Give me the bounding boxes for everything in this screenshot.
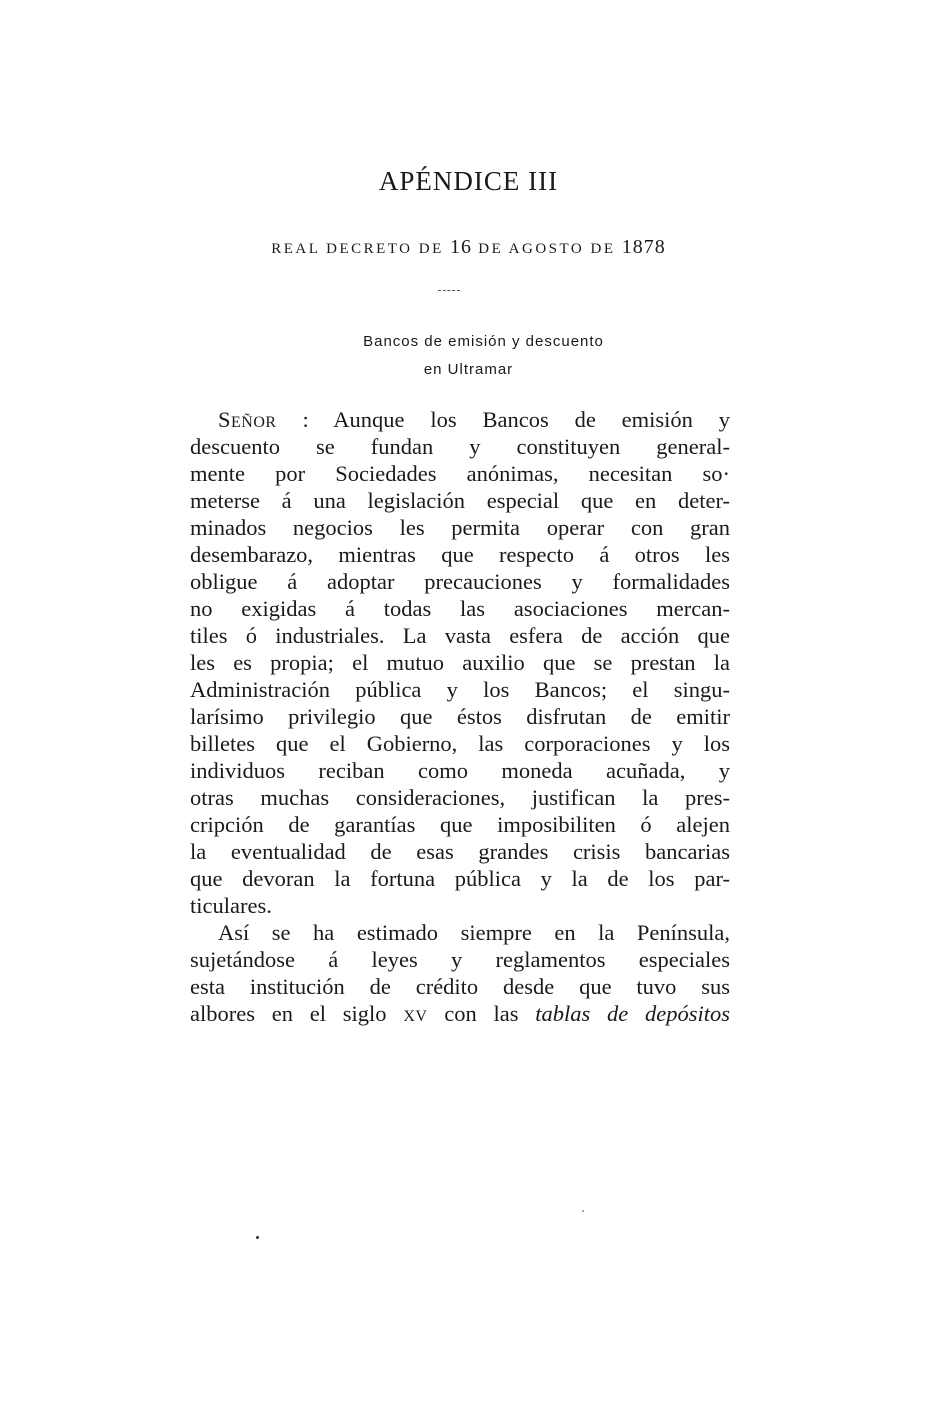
body-line: meterse á una legislación especial que en deter- — [190, 488, 730, 513]
body-line: ticulares. — [190, 893, 272, 918]
body-line — [190, 1000, 730, 1027]
body-line-text: : Aunque los Bancos de emisión y — [302, 407, 730, 432]
subtitle-middle: DE AGOSTO DE — [478, 241, 616, 257]
body-line: cripción de garantías que imposibiliten ó alejen — [190, 812, 730, 837]
heading-line-2: en Ultramar — [423, 361, 514, 378]
heading-line-1: Bancos de emisión y descuento — [363, 333, 604, 350]
body-line: Así se ha estimado siempre en la Península, — [218, 920, 730, 945]
body-text — [190, 406, 730, 1027]
body-line: que devoran la fortuna pública y la de los par- — [190, 866, 730, 891]
print-speck — [256, 1236, 259, 1239]
body-line — [190, 406, 730, 433]
body-line: minados negocios les permita operar con gran — [190, 515, 730, 540]
body-line: mente por Sociedades anónimas, necesitan so· — [190, 461, 730, 486]
italic-phrase: tablas de depósitos — [535, 1001, 731, 1026]
section-heading — [0, 328, 937, 384]
century-numeral: xv — [403, 1001, 428, 1026]
body-line: desembarazo, mientras que respecto á otros les — [190, 542, 730, 567]
body-line: descuento se fundan y constituyen general- — [190, 434, 730, 459]
subtitle-day: 16 — [450, 236, 472, 258]
subtitle-prefix: REAL DECRETO DE — [271, 241, 444, 257]
body-line: les es propia; el mutuo auxilio que se prestan la — [190, 650, 730, 675]
body-line: la eventualidad de esas grandes crisis bancarias — [190, 839, 730, 864]
body-line-text: con las — [444, 1001, 519, 1026]
body-line: sujetándose á leyes y reglamentos especiales — [190, 947, 730, 972]
salutation: Señor — [218, 407, 277, 432]
body-line: otras muchas consideraciones, justifican la pres- — [190, 785, 730, 810]
print-speck — [582, 1210, 584, 1212]
body-line: billetes que el Gobierno, las corporaciones y los — [190, 731, 730, 756]
body-line: esta institución de crédito desde que tuvo sus — [190, 974, 730, 999]
body-line: tiles ó industriales. La vasta esfera de acción que — [190, 623, 730, 648]
body-line: no exigidas á todas las asociaciones mercan- — [190, 596, 730, 621]
body-line: Administración pública y los Bancos; el singu- — [190, 677, 730, 702]
decree-subtitle — [0, 236, 937, 259]
body-line: individuos reciban como moneda acuñada, y — [190, 758, 730, 783]
body-line-text: albores en el siglo — [190, 1001, 387, 1026]
body-line: obligue á adoptar precauciones y formalidades — [190, 569, 730, 594]
section-divider — [438, 290, 460, 291]
page-title: APÉNDICE III — [378, 166, 559, 196]
body-line: larísimo privilegio que éstos disfrutan de emitir — [190, 704, 730, 729]
subtitle-year: 1878 — [621, 236, 666, 258]
